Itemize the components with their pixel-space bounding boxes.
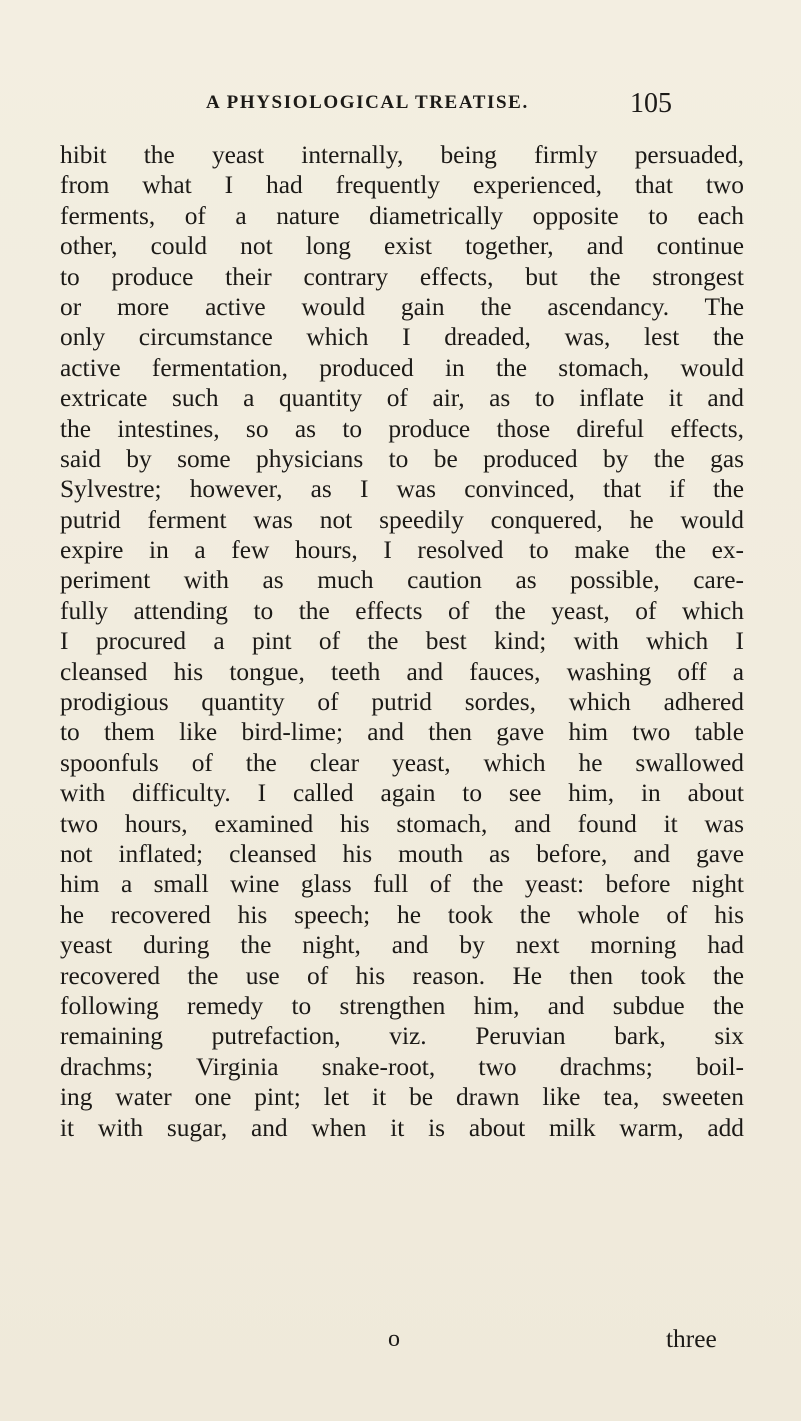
text-line: prodigious quantity of putrid sordes, which adhered xyxy=(60,688,744,717)
text-line: only circumstance which I dreaded, was, lest the xyxy=(60,323,744,352)
text-line: I procured a pint of the best kind; with which I xyxy=(60,627,744,656)
text-line: putrid ferment was not speedily conquered, he would xyxy=(60,505,744,534)
text-line: periment with as much caution as possible, care- xyxy=(60,566,744,595)
text-line: recovered the use of his reason. He then took the xyxy=(60,961,744,990)
text-line: ing water one pint; let it be drawn like tea, sweeten xyxy=(60,1083,744,1112)
text-line: following remedy to strengthen him, and subdue the xyxy=(60,991,744,1020)
text-line: hibit the yeast internally, being firmly persuaded, xyxy=(60,141,744,169)
text-line: active fermentation, produced in the stomach, would xyxy=(60,353,744,382)
text-line: to them like bird-lime; and then gave him two table xyxy=(60,718,744,747)
text-line: fully attending to the effects of the yeast, of which xyxy=(60,596,744,625)
text-line: other, could not long exist together, and continue xyxy=(60,232,744,261)
text-line: the intestines, so as to produce those direful effects, xyxy=(60,414,744,443)
running-title: A PHYSIOLOGICAL TREATISE. xyxy=(206,92,529,113)
text-line: or more active would gain the ascendancy. The xyxy=(60,292,744,321)
text-line: he recovered his speech; he took the whole of his xyxy=(60,900,744,929)
text-line: drachms; Virginia snake-root, two drachms; boil- xyxy=(60,1052,744,1081)
text-line: not inflated; cleansed his mouth as before, and gave xyxy=(60,839,744,868)
running-head xyxy=(0,88,801,122)
text-line: spoonfuls of the clear yeast, which he swallowed xyxy=(60,748,744,777)
page-number: 105 xyxy=(630,88,672,119)
text-line: with difficulty. I called again to see him, in about xyxy=(60,779,744,808)
text-line: it with sugar, and when it is about milk warm, add xyxy=(60,1113,744,1142)
text-line: expire in a few hours, I resolved to make the ex- xyxy=(60,536,744,565)
text-line: ferments, of a nature diametrically opposite to each xyxy=(60,201,744,230)
catchline xyxy=(0,1323,801,1355)
text-line: remaining putrefaction, viz. Peruvian bark, six xyxy=(60,1022,744,1051)
body-text xyxy=(60,140,744,1143)
text-line: to produce their contrary effects, but the strongest xyxy=(60,262,744,291)
text-line: two hours, examined his stomach, and found it was xyxy=(60,809,744,838)
text-line: extricate such a quantity of air, as to inflate it and xyxy=(60,384,744,413)
text-line: said by some physicians to be produced by the gas xyxy=(60,444,744,473)
catchword: three xyxy=(666,1325,717,1353)
signature-mark: o xyxy=(388,1326,400,1352)
text-line: from what I had frequently experienced, that two xyxy=(60,171,744,200)
text-line: cleansed his tongue, teeth and fauces, washing off a xyxy=(60,657,744,686)
text-line: Sylvestre; however, as I was convinced, that if the xyxy=(60,475,744,504)
text-line: yeast during the night, and by next morning had xyxy=(60,931,744,960)
text-line: him a small wine glass full of the yeast: before night xyxy=(60,870,744,899)
